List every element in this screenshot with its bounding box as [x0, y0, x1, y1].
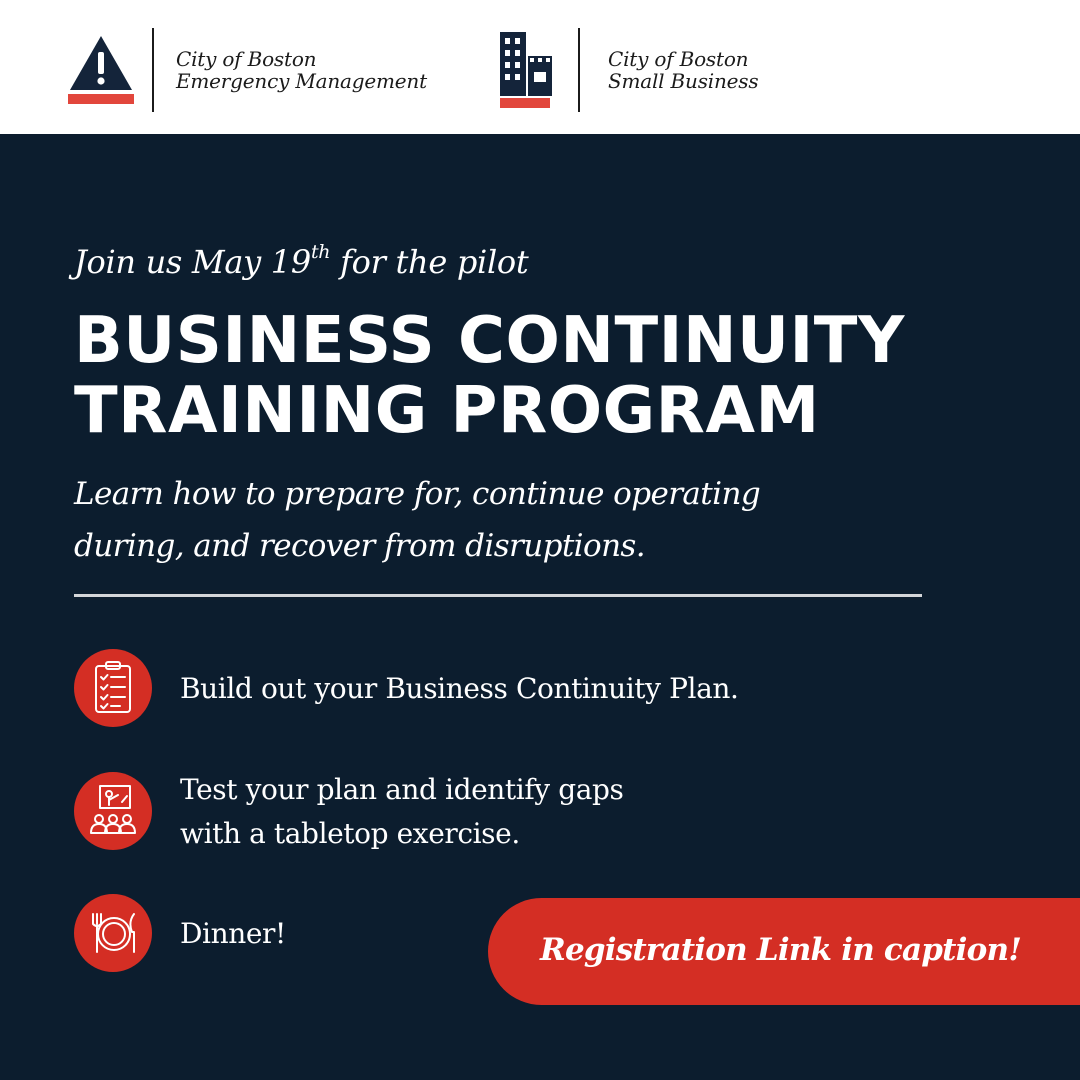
subtitle	[74, 468, 760, 572]
feature-line: with a tabletop exercise.	[180, 817, 520, 850]
clipboard-checklist-icon	[74, 649, 152, 727]
feature-line: Build out your Business Continuity Plan.	[180, 672, 739, 705]
page-title	[74, 306, 905, 446]
logo-line-2: Small Business	[608, 69, 759, 93]
intro-superscript: th	[310, 241, 331, 263]
intro-line	[74, 240, 528, 284]
warning-triangle-icon	[66, 28, 136, 108]
title-line-2: TRAINING PROGRAM	[74, 374, 820, 448]
registration-link-button[interactable]	[488, 898, 1080, 1005]
subtitle-line-1: Learn how to prepare for, continue operating	[74, 476, 761, 512]
presentation-group-icon	[74, 772, 152, 850]
storefront-building-icon	[498, 28, 558, 110]
registration-link-label: Registration Link in caption!	[540, 932, 1022, 968]
feature-text	[180, 768, 624, 856]
divider-rule	[74, 594, 922, 597]
header	[0, 0, 1080, 134]
intro-before: Join us May 19	[74, 243, 311, 281]
intro-after: for the pilot	[330, 243, 529, 281]
feature-line: Dinner!	[180, 917, 286, 950]
title-line-1: BUSINESS CONTINUITY	[74, 304, 905, 378]
logo-divider	[578, 28, 580, 112]
emergency-management-logo-text	[176, 48, 427, 92]
dinner-plate-icon	[74, 894, 152, 972]
logo-line-1: City of Boston	[176, 47, 317, 71]
small-business-logo-text	[608, 48, 758, 92]
feature-line: Test your plan and identify gaps	[180, 773, 624, 806]
feature-text	[180, 667, 739, 711]
feature-text	[180, 912, 286, 956]
logo-line-1: City of Boston	[608, 47, 749, 71]
logo-divider	[152, 28, 154, 112]
logo-line-2: Emergency Management	[176, 69, 427, 93]
subtitle-line-2: during, and recover from disruptions.	[74, 528, 645, 564]
